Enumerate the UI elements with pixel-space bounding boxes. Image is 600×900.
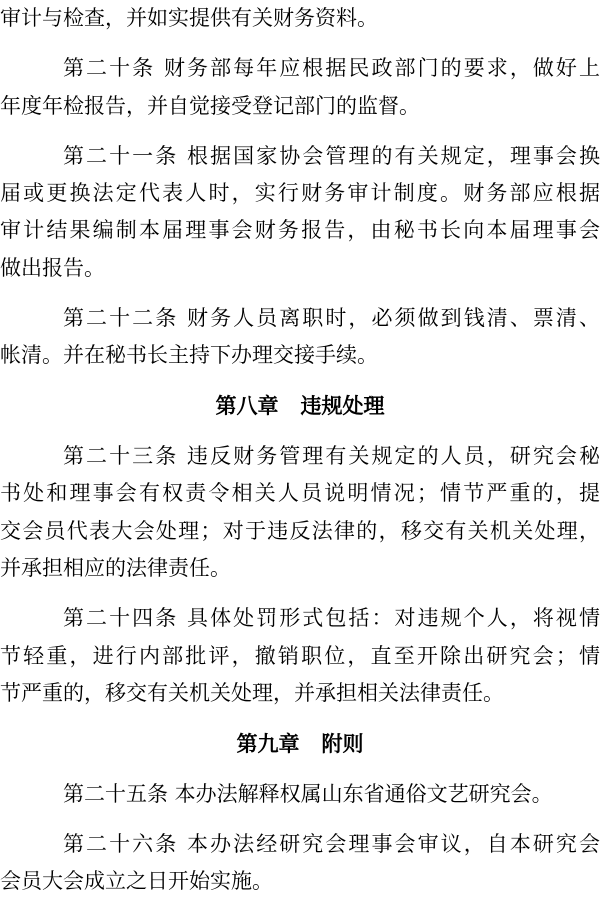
article-22-line-1 [0, 303, 600, 333]
paragraph-text: 做出报告。 [0, 256, 105, 280]
paragraph-text: 帐清。并在秘书长主持下办理交接手续。 [0, 343, 378, 367]
article-21-line-2 [0, 178, 600, 208]
paragraph-text: 节轻重，进行内部批评，撤销职位，直至开除出研究会；情 [0, 644, 600, 668]
article-26-line-1 [0, 829, 600, 859]
article-24-line-1 [0, 603, 600, 633]
article-23-line-1 [0, 441, 600, 471]
article-21-line-1 [0, 141, 600, 171]
article-23-line-4 [0, 553, 600, 583]
paragraph-text: 第二十六条 本办法经研究会理事会审议，自本研究会 [63, 832, 600, 856]
chapter-heading: 第八章 违规处理 [215, 394, 385, 418]
article-23-line-2 [0, 478, 600, 508]
article-26-line-2 [0, 866, 600, 896]
paragraph-text: 年度年检报告，并自觉接受登记部门的监督。 [0, 94, 420, 118]
paragraph-text: 第二十条 财务部每年应根据民政部门的要求，做好上 [63, 56, 600, 80]
paragraph-text: 交会员代表大会处理；对于违反法律的，移交有关机关处理， [0, 519, 600, 543]
article-21-line-3 [0, 215, 600, 245]
paragraph-text: 并承担相应的法律责任。 [0, 556, 231, 580]
article-20-line-1 [0, 53, 600, 83]
article-24-line-2 [0, 641, 600, 671]
paragraph-text: 第二十五条 本办法解释权属山东省通俗文艺研究会。 [63, 782, 553, 806]
article-22-line-2 [0, 340, 600, 370]
text-line [0, 3, 600, 33]
article-21-line-4 [0, 253, 600, 283]
paragraph-text: 届或更换法定代表人时，实行财务审计制度。财务部应根据 [0, 181, 600, 205]
chapter-heading: 第九章 附则 [236, 732, 364, 756]
paragraph-text: 审计与检查，并如实提供有关财务资料。 [0, 6, 378, 30]
paragraph-text: 第二十三条 违反财务管理有关规定的人员，研究会秘 [63, 444, 600, 468]
article-23-line-3 [0, 516, 600, 546]
paragraph-text: 会员大会成立之日开始实施。 [0, 869, 273, 893]
paragraph-text: 节严重的，移交有关机关处理，并承担相关法律责任。 [0, 681, 504, 705]
paragraph-text: 第二十二条 财务人员离职时，必须做到钱清、票清、 [63, 306, 600, 330]
paragraph-text: 书处和理事会有权责令相关人员说明情况；情节严重的，提 [0, 481, 600, 505]
paragraph-text: 第二十一条 根据国家协会管理的有关规定，理事会换 [63, 144, 600, 168]
article-20-line-2 [0, 91, 600, 121]
article-25-line-1 [0, 779, 600, 809]
paragraph-text: 审计结果编制本届理事会财务报告，由秘书长向本届理事会 [0, 218, 600, 242]
paragraph-text: 第二十四条 具体处罚形式包括：对违规个人，将视情 [63, 606, 600, 630]
article-24-line-3 [0, 678, 600, 708]
